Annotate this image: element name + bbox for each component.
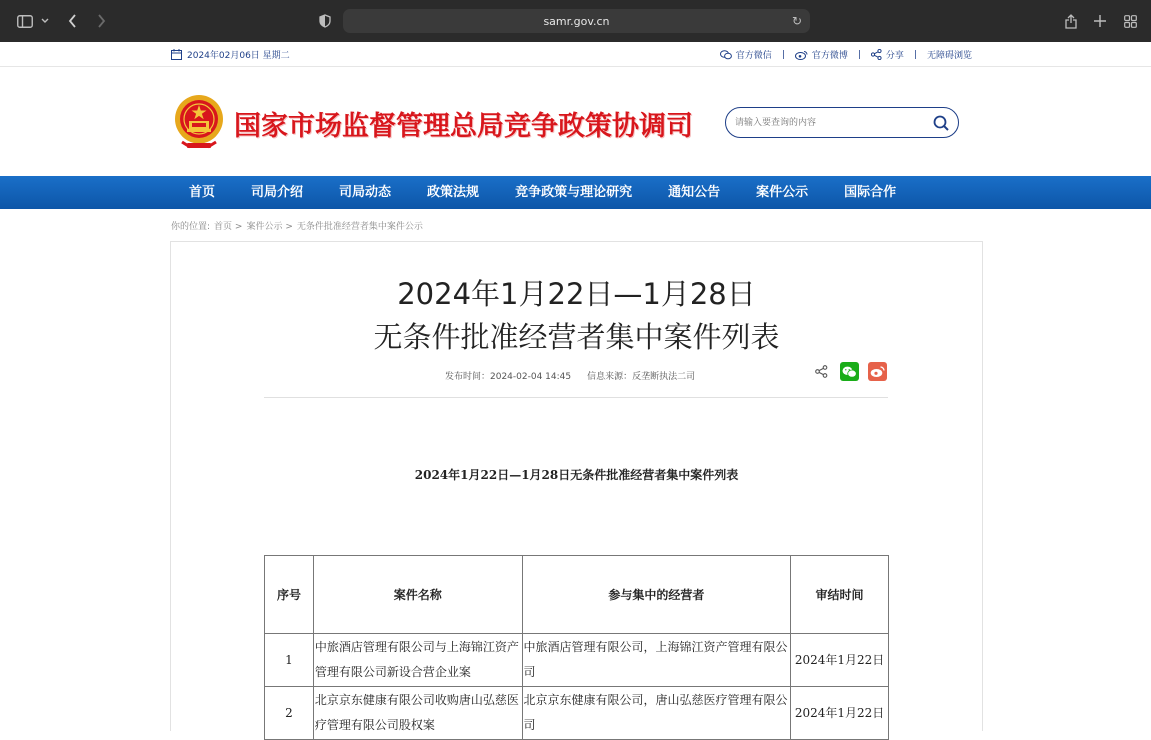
calendar-icon	[171, 49, 182, 60]
weibo-icon	[795, 50, 808, 60]
divider: |	[781, 49, 785, 60]
table-row	[265, 634, 889, 687]
main-nav	[0, 176, 1151, 209]
nav-item-about[interactable]: 司局介绍	[251, 185, 304, 200]
wechat-link-label: 官方微信	[735, 51, 772, 61]
nav-item-news[interactable]: 司局动态	[339, 185, 392, 200]
privacy-shield-icon[interactable]	[318, 12, 332, 30]
case-date: 2024年1月22日	[791, 687, 889, 740]
wechat-icon	[842, 366, 857, 378]
back-icon[interactable]	[66, 12, 78, 30]
wechat-icon	[720, 50, 732, 60]
nav-item-home[interactable]: 首页	[189, 185, 216, 200]
cases-table	[264, 555, 889, 740]
divider: |	[857, 49, 861, 60]
share-nodes-icon	[871, 49, 882, 60]
share-buttons	[812, 362, 887, 381]
divider	[264, 397, 888, 398]
weibo-share-button[interactable]	[868, 362, 887, 381]
divider: |	[913, 49, 917, 60]
column-header: 审结时间	[791, 556, 889, 634]
nav-item-cases[interactable]: 案件公示	[756, 185, 809, 200]
accessibility-link[interactable]	[927, 48, 972, 61]
article-title-line2: 无条件批准经营者集中案件列表	[373, 320, 780, 354]
share-icon[interactable]	[1064, 12, 1078, 30]
weibo-icon	[870, 365, 885, 378]
case-parties: 中旅酒店管理有限公司，上海锦江资产管理有限公司	[522, 634, 791, 687]
article-title-line1: 2024年1月22日—1月28日	[397, 277, 756, 311]
article-meta	[445, 369, 695, 382]
row-number: 1	[265, 634, 314, 687]
date-text: 2024年02月06日 星期二	[187, 51, 290, 61]
case-parties: 北京京东健康有限公司，唐山弘慈医疗管理有限公司	[522, 687, 791, 740]
wechat-share-button[interactable]	[840, 362, 859, 381]
search-icon[interactable]	[932, 114, 950, 132]
case-name: 中旅酒店管理有限公司与上海锦江资产管理有限公司新设合营企业案	[313, 634, 522, 687]
sidebar-toggle-icon[interactable]	[16, 12, 34, 30]
site-title[interactable]: 国家市场监督管理总局竞争政策协调司	[234, 111, 693, 142]
site-header	[0, 67, 1151, 176]
share-button[interactable]	[812, 362, 831, 381]
search-box	[725, 107, 959, 138]
breadcrumb	[171, 219, 423, 232]
nav-item-research[interactable]: 竞争政策与理论研究	[515, 185, 633, 200]
share-link[interactable]	[871, 48, 904, 61]
row-number: 2	[265, 687, 314, 740]
utility-links	[720, 48, 972, 61]
nav-item-policies[interactable]: 政策法规	[427, 185, 480, 200]
current-date	[171, 48, 290, 61]
utility-bar	[0, 42, 1151, 67]
breadcrumb-current[interactable]: 无条件批准经营者集中案件公示	[296, 222, 423, 232]
breadcrumb-home[interactable]: 首页 >	[214, 222, 243, 232]
nav-item-international[interactable]: 国际合作	[844, 185, 897, 200]
search-input[interactable]	[735, 114, 925, 131]
case-name: 北京京东健康有限公司收购唐山弘慈医疗管理有限公司股权案	[313, 687, 522, 740]
accessibility-link-label: 无障碍浏览	[926, 51, 972, 61]
weibo-link[interactable]	[795, 48, 848, 61]
national-emblem-logo[interactable]	[172, 92, 226, 150]
table-header-row	[265, 556, 889, 634]
column-header: 参与集中的经营者	[522, 556, 791, 634]
table-row	[265, 687, 889, 740]
browser-toolbar	[0, 0, 1151, 42]
tab-overview-icon[interactable]	[1123, 12, 1137, 30]
new-tab-icon[interactable]	[1093, 12, 1107, 30]
weibo-link-label: 官方微博	[811, 51, 848, 61]
forward-icon[interactable]	[95, 12, 107, 30]
case-date: 2024年1月22日	[791, 634, 889, 687]
nav-item-notices[interactable]: 通知公告	[668, 185, 721, 200]
chevron-down-icon[interactable]	[40, 12, 50, 30]
wechat-link[interactable]	[720, 48, 772, 61]
url-text: samr.gov.cn	[543, 14, 610, 28]
address-bar[interactable]	[343, 9, 810, 33]
share-link-label: 分享	[885, 51, 904, 61]
column-header: 案件名称	[313, 556, 522, 634]
table-heading: 2024年1月22日—1月28日无条件批准经营者集中案件列表	[414, 468, 739, 482]
breadcrumb-cases[interactable]: 案件公示 >	[246, 222, 293, 232]
column-header: 序号	[265, 556, 314, 634]
reload-icon[interactable]: ↻	[791, 14, 802, 28]
share-nodes-icon	[815, 365, 828, 378]
publish-time: 发布时间：2024-02-04 14:45	[445, 372, 572, 382]
breadcrumb-label: 你的位置:	[171, 222, 211, 232]
info-source: 信息来源：反垄断执法二司	[587, 372, 696, 382]
article-card	[170, 241, 983, 731]
